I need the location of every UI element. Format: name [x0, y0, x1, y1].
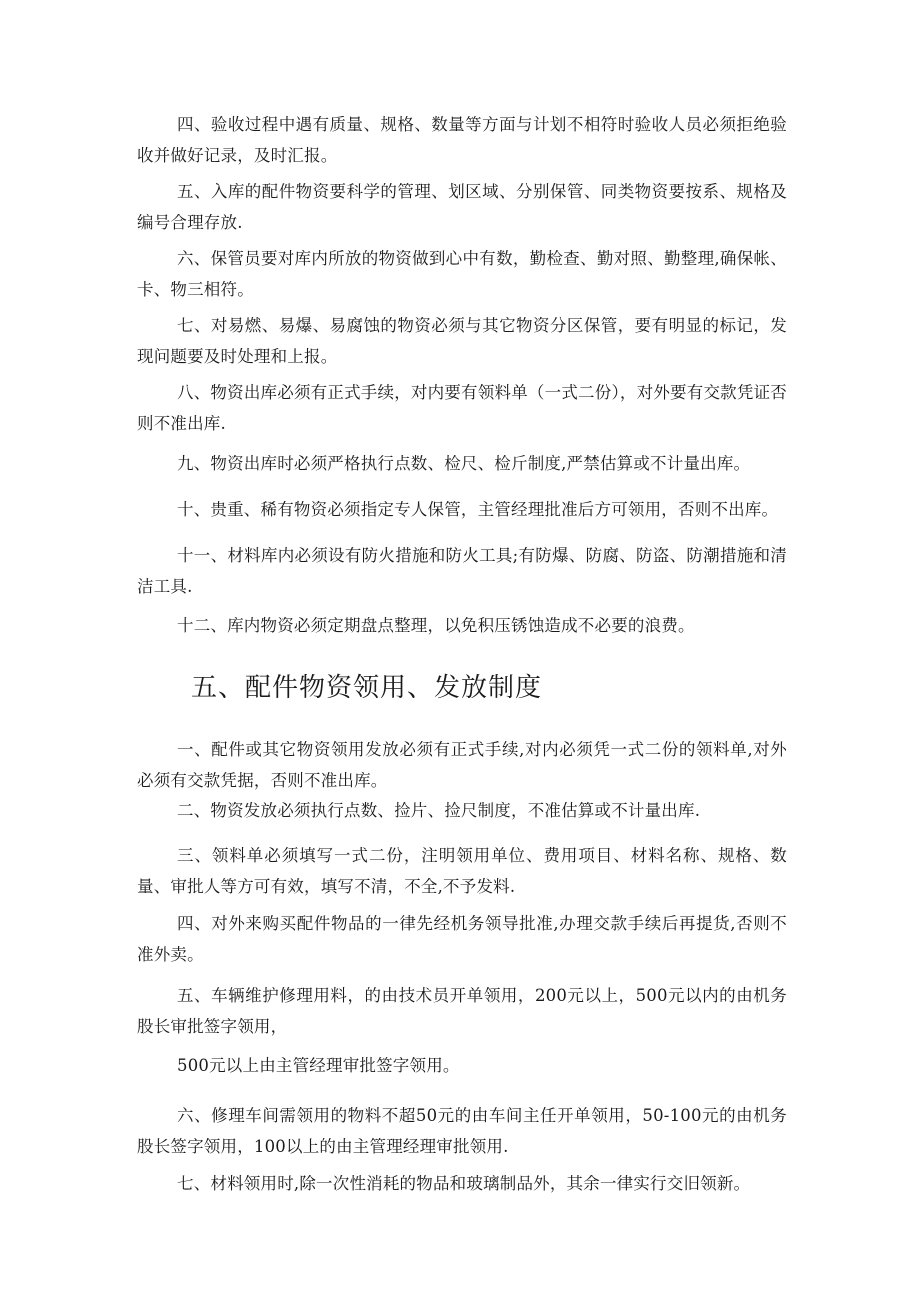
rule-6-keeper: 六、保管员要对库内所放的物资做到心中有数，勤检查、勤对照、勤整理,确保帐、卡、物三相符。	[137, 249, 787, 299]
rule-8-outbound: 八、物资出库必须有正式手续，对内要有领料单（一式二份），对外要有交款凭证否则不准出库.	[137, 383, 787, 433]
section-5-title: 五、配件物资领用、发放制度	[191, 673, 543, 703]
rule-10-valuables: 十、贵重、稀有物资必须指定专人保管，主管经理批准后方可领用，否则不出库。	[177, 500, 779, 519]
issue-rule-6: 六、修理车间需领用的物料不超50元的由车间主任开单领用，50-100元的由机务股长签字领用，100以上的由主管理经理审批领用.	[137, 1106, 787, 1156]
rule-11-fire-safety: 十一、材料库内必须设有防火措施和防火工具;有防爆、防腐、防盗、防潮措施和清洁工具.	[137, 546, 787, 596]
rule-7-hazardous: 七、对易燃、易爆、易腐蚀的物资必须与其它物资分区保管，要有明显的标记，发现问题要及时处理和上报。	[137, 316, 787, 366]
issue-rule-3: 三、领料单必须填写一式二份，注明领用单位、费用项目、材料名称、规格、数量、审批人等方可有效，填写不清，不全,不予发料.	[137, 846, 787, 896]
issue-rule-5-continued: 500元以上由主管经理审批签字领用。	[177, 1056, 460, 1075]
issue-rule-1: 一、配件或其它物资领用发放必须有正式手续,对内必须凭一式二份的领料单,对外必须有交款凭据，否则不准出库。	[137, 740, 787, 790]
issue-rule-5: 五、车辆维护修理用料，的由技术员开单领用，200元以上，500元以内的由机务股长审批签字领用，	[137, 986, 787, 1036]
rule-12-inventory: 十二、库内物资必须定期盘点整理，以免积压锈蚀造成不必要的浪费。	[177, 616, 695, 635]
issue-rule-7: 七、材料领用时,除一次性消耗的物品和玻璃制品外，其余一律实行交旧领新。	[177, 1174, 751, 1193]
rule-9-counting: 九、物资出库时必须严格执行点数、检尺、检斤制度,严禁估算或不计量出库。	[177, 454, 751, 473]
rule-4-acceptance: 四、验收过程中遇有质量、规格、数量等方面与计划不相符时验收人员必须拒绝验收并做好记录，及时汇报。	[137, 115, 787, 165]
issue-rule-2: 二、物资发放必须执行点数、捡片、捡尺制度，不准估算或不计量出库.	[177, 801, 701, 820]
rule-5-storage: 五、入库的配件物资要科学的管理、划区域、分别保管、同类物资要按系、规格及编号合理存放.	[137, 182, 787, 232]
issue-rule-4: 四、对外来购买配件物品的一律先经机务领导批准,办理交款手续后再提货,否则不准外卖。	[137, 914, 787, 964]
